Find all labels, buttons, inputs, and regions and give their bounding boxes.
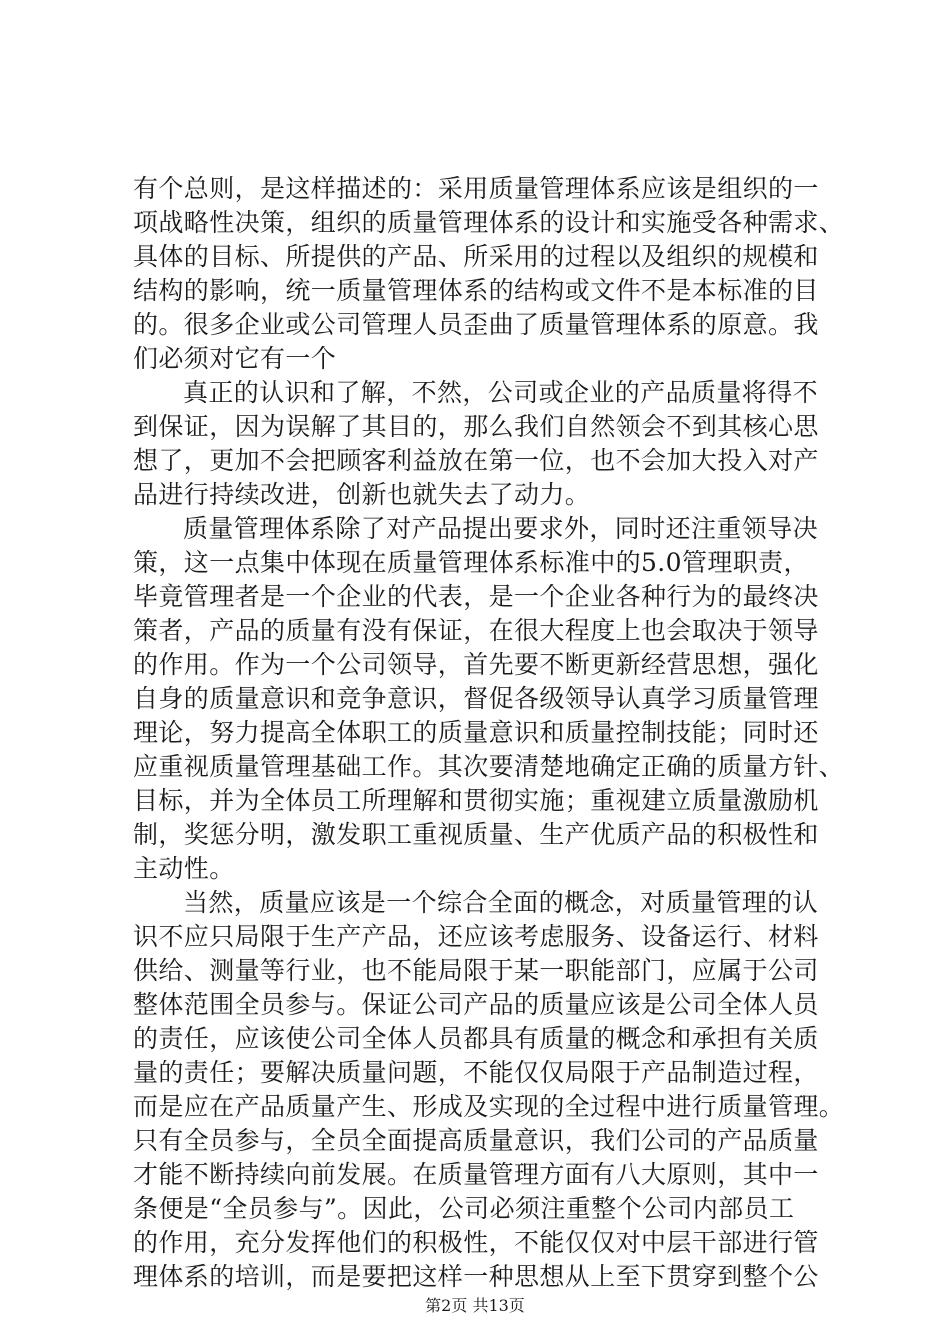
text-line: 只有全员参与，全员全面提高质量意识，我们公司的产品质量: [133, 1126, 819, 1155]
text-line: 策，这一点集中体现在质量管理体系标准中的5.0管理职责，: [133, 548, 809, 577]
text-line: 理体系的培训，而是要把这样一种思想从上至下贯穿到整个公: [133, 1262, 819, 1291]
text-line: 到保证，因为误解了其目的，那么我们自然领会不到其核心思: [133, 412, 819, 441]
paragraph-first-line: 当然，质量应该是一个综合全面的概念，对质量管理的认: [183, 888, 819, 917]
text-line: 整体范围全员参与。保证公司产品的质量应该是公司全体人员: [133, 990, 819, 1019]
text-line: 项战略性决策，组织的质量管理体系的设计和实施受各种需求、: [133, 208, 845, 237]
text-line: 而是应在产品质量产生、形成及实现的全过程中进行质量管理。: [133, 1092, 845, 1121]
text-line: 制，奖惩分明，激发职工重视质量、生产优质产品的积极性和: [133, 820, 819, 849]
text-line: 理论，努力提高全体职工的质量意识和质量控制技能；同时还: [133, 718, 819, 747]
text-line: 的作用。作为一个公司领导，首先要不断更新经营思想，强化: [133, 650, 819, 679]
text-line: 条便是“全员参与”。因此，公司必须注重整个公司内部员工: [133, 1194, 795, 1223]
text-line: 的责任，应该使公司全体人员都具有质量的概念和承担有关质: [133, 1024, 819, 1053]
text-line: 结构的影响，统一质量管理体系的结构或文件不是本标准的目: [133, 276, 819, 305]
text-line: 主动性。: [133, 854, 235, 883]
text-line: 识不应只局限于生产产品，还应该考虑服务、设备运行、材料: [133, 922, 819, 951]
paragraph-first-line: 质量管理体系除了对产品提出要求外，同时还注重领导决: [183, 514, 819, 543]
page-number-footer: 第2页 共13页: [425, 1296, 525, 1315]
text-line: 策者，产品的质量有没有保证，在很大程度上也会取决于领导: [133, 616, 819, 645]
text-line: 自身的质量意识和竞争意识，督促各级领导认真学习质量管理: [133, 684, 819, 713]
text-line: 的。很多企业或公司管理人员歪曲了质量管理体系的原意。我: [133, 310, 819, 339]
text-line: 才能不断持续向前发展。在质量管理方面有八大原则，其中一: [133, 1160, 819, 1189]
text-line: 品进行持续改进，创新也就失去了动力。: [133, 480, 591, 509]
text-line: 有个总则，是这样描述的：采用质量管理体系应该是组织的一: [133, 174, 819, 203]
text-line: 毕竟管理者是一个企业的代表，是一个企业各种行为的最终决: [133, 582, 819, 611]
text-line: 目标，并为全体员工所理解和贯彻实施；重视建立质量激励机: [133, 786, 819, 815]
text-line: 具体的目标、所提供的产品、所采用的过程以及组织的规模和: [133, 242, 819, 271]
text-line: 量的责任；要解决质量问题，不能仅仅局限于产品制造过程，: [133, 1058, 819, 1087]
text-line: 供给、测量等行业，也不能局限于某一职能部门，应属于公司: [133, 956, 819, 985]
text-line: 们必须对它有一个: [133, 344, 337, 373]
text-line: 应重视质量管理基础工作。其次要清楚地确定正确的质量方针、: [133, 752, 845, 781]
paragraph-first-line: 真正的认识和了解，不然，公司或企业的产品质量将得不: [183, 378, 819, 407]
text-line: 想了，更加不会把顾客利益放在第一位，也不会加大投入对产: [133, 446, 819, 475]
text-line: 的作用，充分发挥他们的积极性，不能仅仅对中层干部进行管: [133, 1228, 819, 1257]
